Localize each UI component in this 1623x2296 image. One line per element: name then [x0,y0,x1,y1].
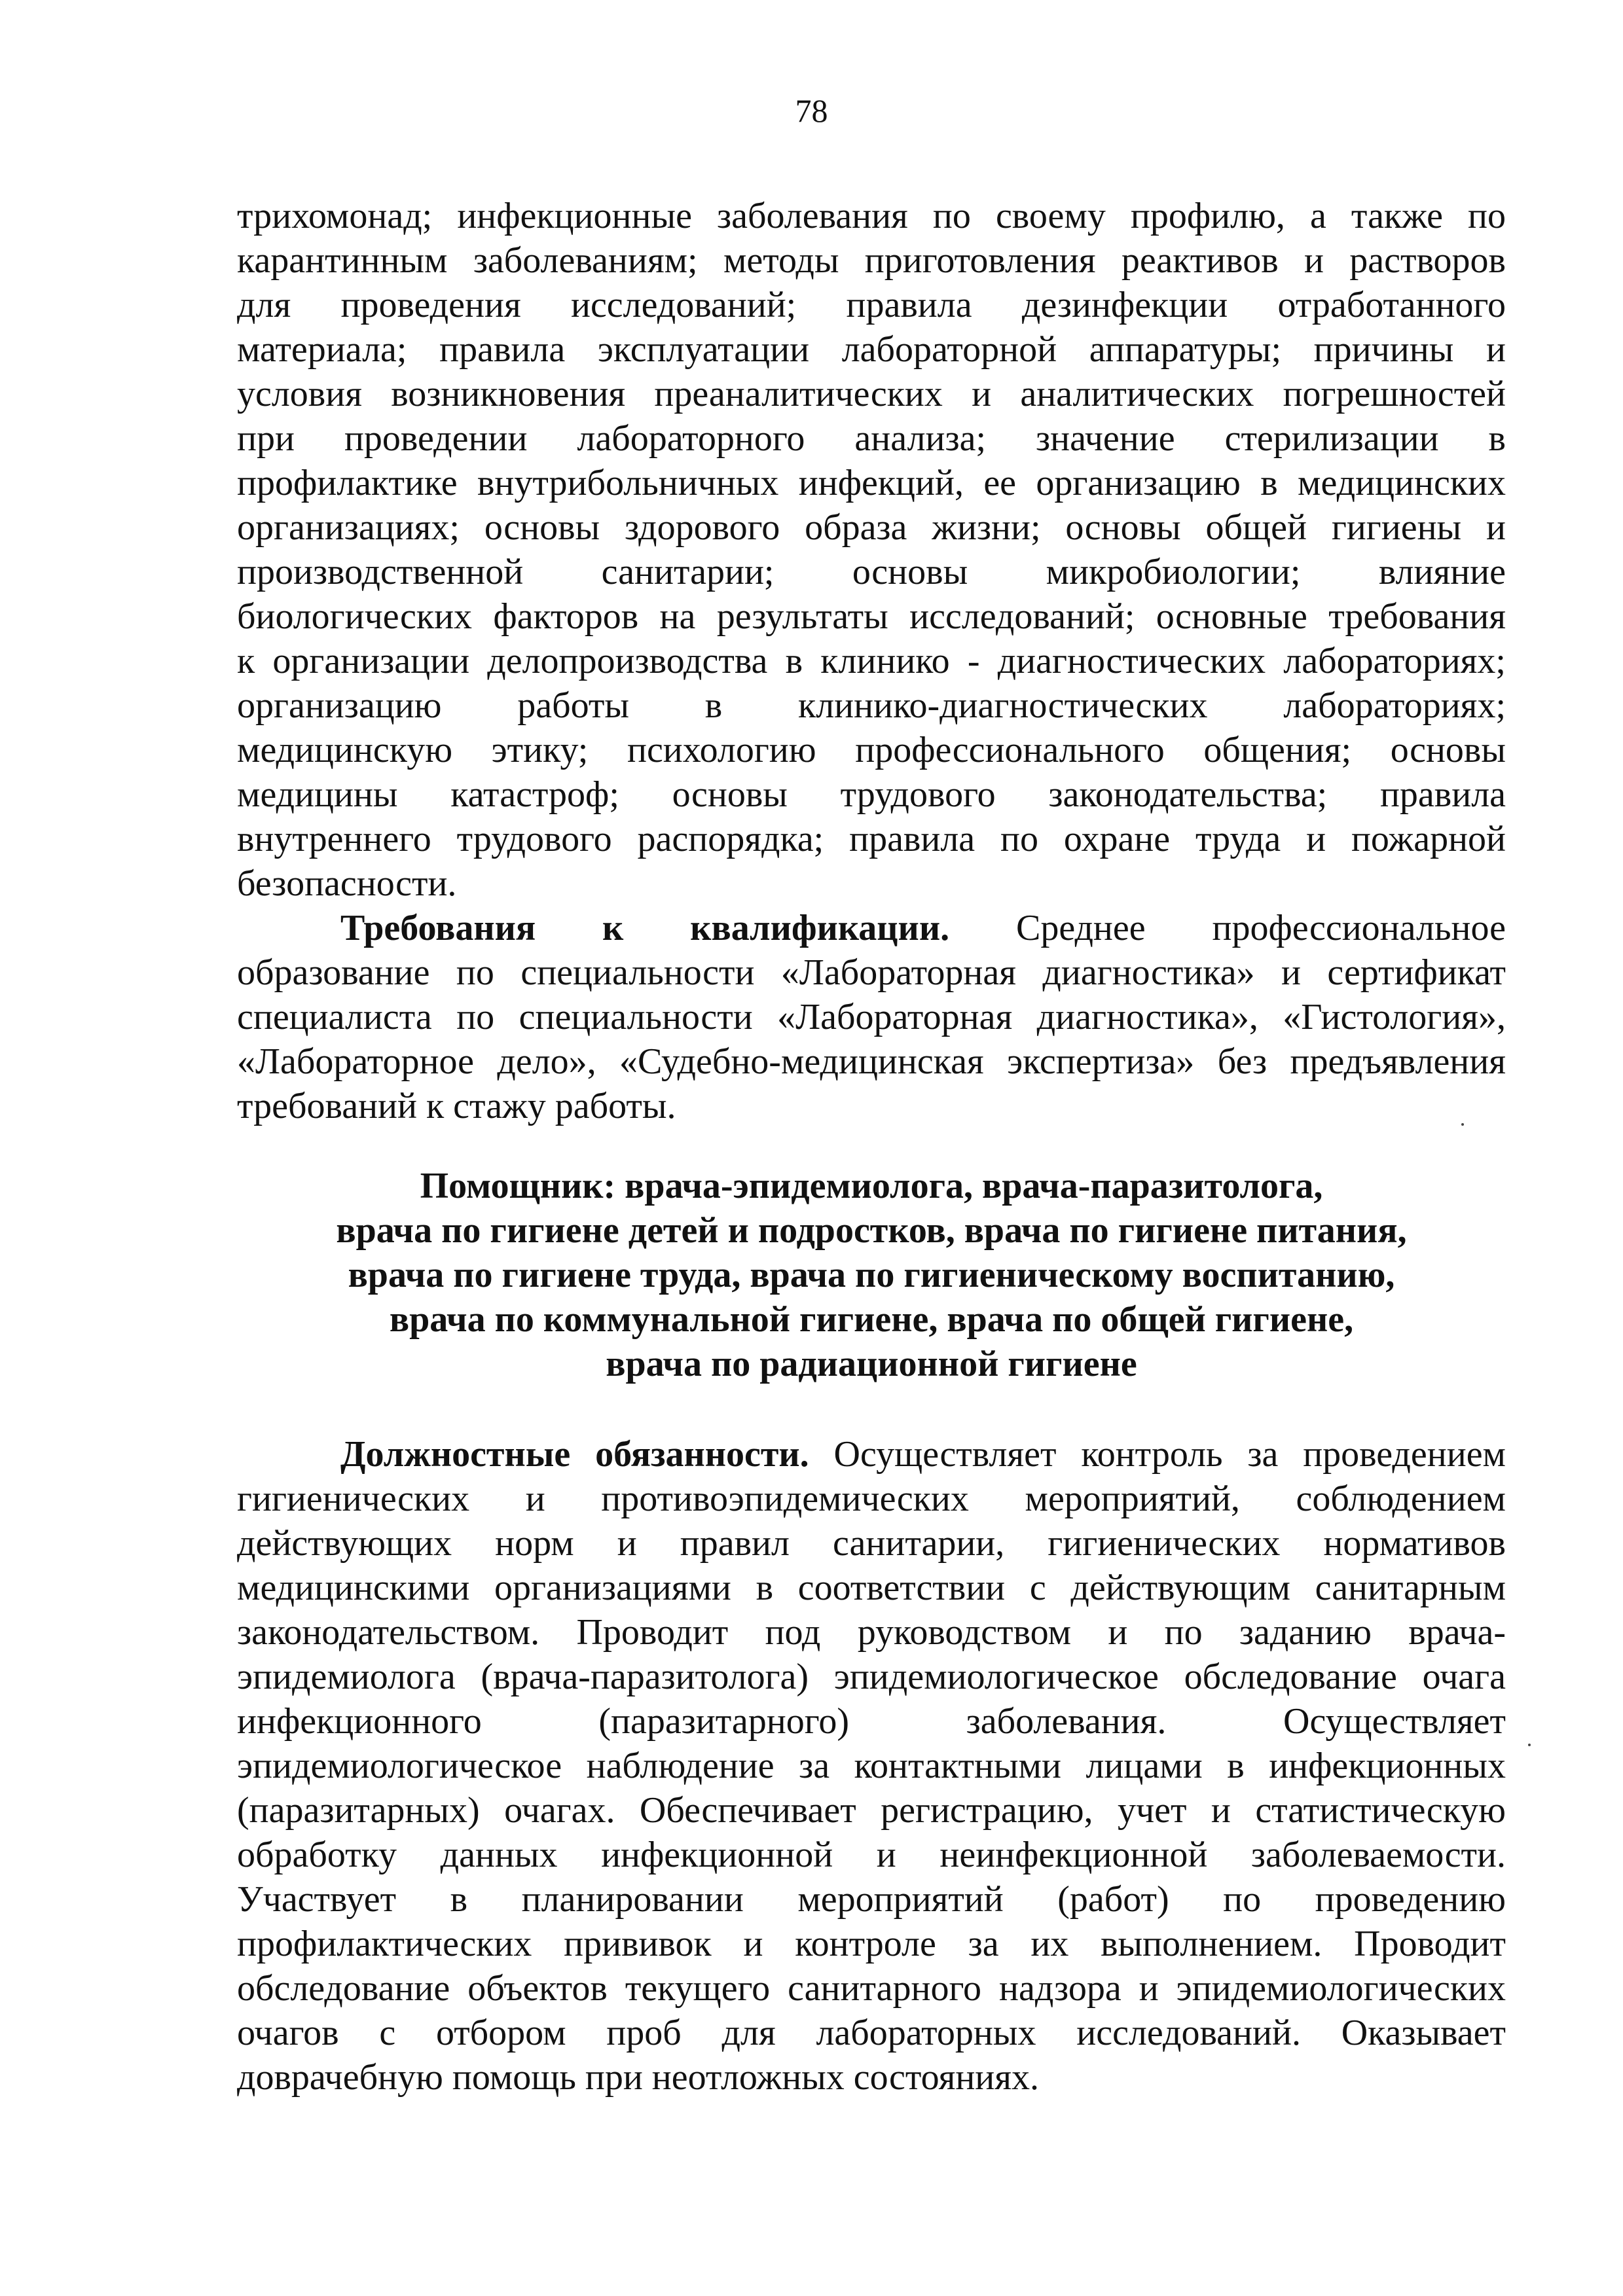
scan-speck [1461,1123,1464,1126]
text-line: требований к стажу работы. [237,1086,676,1126]
text-line: организацию работы в клинико-диагностических лабораториях; [237,685,1506,726]
heading-line: врача по радиационной гигиене [606,1344,1137,1384]
text-line: материала; правила эксплуатации лабораторной аппаратуры; причины и [237,329,1506,370]
text-line: медицинскими организациями в соответствии с действующим санитарным [237,1568,1506,1608]
text-line: трихомонад; инфекционные заболевания по своему профилю, а также по [237,196,1506,236]
qualification-paragraph [237,906,1506,1128]
text-line: биологических факторов на результаты исследований; основные требования [237,596,1506,637]
heading-line: врача по коммунальной гигиене, врача по общей гигиене, [389,1299,1354,1340]
duties-first-line [237,1432,1506,1477]
text-line: организациях; основы здорового образа жизни; основы общей гигиены и [237,507,1506,548]
duties-lead: Должностные обязанности. [340,1434,809,1475]
heading-line: Помощник: врача-эпидемиолога, врача-паразитолога, [420,1166,1323,1206]
text-line: медицины катастроф; основы трудового законодательства; правила [237,774,1506,815]
text-line: при проведении лабораторного анализа; значение стерилизации в [237,418,1506,459]
text-line: безопасности. [237,863,457,904]
text-line: «Лабораторное дело», «Судебно-медицинская экспертиза» без предъявления [237,1041,1506,1082]
section-heading [237,1164,1506,1386]
text-line: инфекционного (паразитарного) заболевания. Осуществляет [237,1701,1506,1742]
qualification-first-line [237,906,1506,950]
heading-line: врача по гигиене труда, врача по гигиеническому воспитанию, [348,1255,1395,1295]
qualification-first-line-rest: Среднее профессиональное [949,908,1506,948]
page-number: 78 [795,92,828,129]
text-line: к организации делопроизводства в клинико - диагностических лабораториях; [237,641,1506,681]
heading-line: врача по гигиене детей и подростков, врача по гигиене питания, [336,1210,1407,1251]
text-line: медицинскую этику; психологию профессионального общения; основы [237,730,1506,770]
text-line: доврачебную помощь при неотложных состояниях. [237,2057,1040,2098]
text-line: очагов с отбором проб для лабораторных исследований. Оказывает [237,2013,1506,2053]
text-line: образование по специальности «Лабораторная диагностика» и сертификат [237,952,1506,993]
text-line: условия возникновения преаналитических и аналитических погрешностей [237,374,1506,414]
text-line: внутреннего трудового распорядка; правила по охране труда и пожарной [237,819,1506,859]
duties-paragraph [237,1432,1506,2100]
text-line: профилактических прививок и контроле за их выполнением. Проводит [237,1924,1506,1964]
knowledge-paragraph [237,194,1506,906]
text-line: Участвует в планировании мероприятий (работ) по проведению [237,1879,1506,1920]
text-line: эпидемиолога (врача-паразитолога) эпидемиологическое обследование очага [237,1657,1506,1697]
duties-first-line-rest: Осуществляет контроль за проведением [809,1434,1506,1475]
text-line: эпидемиологическое наблюдение за контактными лицами в инфекционных [237,1746,1506,1786]
text-line: специалиста по специальности «Лабораторная диагностика», «Гистология», [237,997,1506,1037]
text-line: обследование объектов текущего санитарного надзора и эпидемиологических [237,1968,1506,2009]
text-line: гигиенических и противоэпидемических мероприятий, соблюдением [237,1479,1506,1519]
text-line: обработку данных инфекционной и неинфекционной заболеваемости. [237,1835,1506,1875]
text-line: карантинным заболеваниям; методы приготовления реактивов и растворов [237,240,1506,281]
scan-speck [1528,1744,1531,1746]
text-line: профилактике внутрибольничных инфекций, ее организацию в медицинских [237,463,1506,503]
text-line: для проведения исследований; правила дезинфекции отработанного [237,285,1506,325]
text-line: (паразитарных) очагах. Обеспечивает регистрацию, учет и статистическую [237,1790,1506,1831]
text-line: действующих норм и правил санитарии, гигиенических нормативов [237,1523,1506,1564]
text-line: законодательством. Проводит под руководством и по заданию врача- [237,1612,1506,1653]
text-line: производственной санитарии; основы микробиологии; влияние [237,552,1506,592]
qualification-lead: Требования к квалификации. [340,908,950,948]
